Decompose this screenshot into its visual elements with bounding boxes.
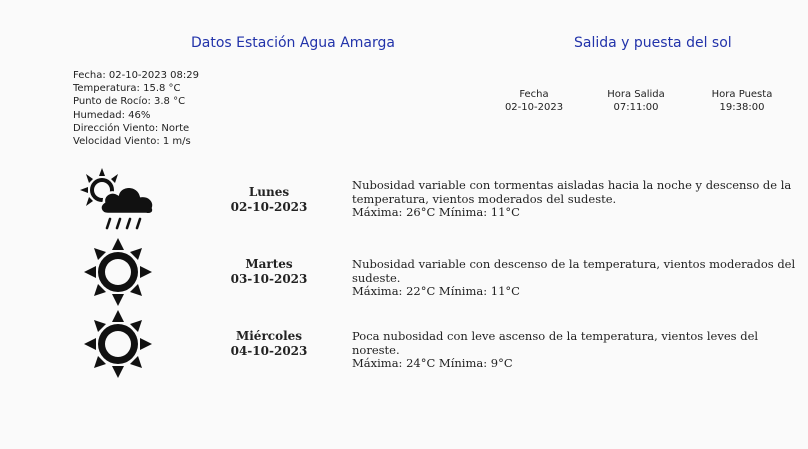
station-punto-rocio: Punto de Rocío: 3.8 °C: [73, 96, 186, 108]
forecast-day: [219, 329, 319, 359]
station-info: [73, 69, 199, 148]
station-velocidad-viento: Velocidad Viento: 1 m/s: [73, 136, 191, 148]
forecast-text: [352, 258, 804, 299]
forecast-temps: Máxima: 22°C Mínima: 11°C: [352, 284, 520, 298]
station-fecha: Fecha: 02-10-2023 08:29: [73, 70, 199, 81]
forecast-day-name: Martes: [245, 257, 293, 271]
forecast-date: 02-10-2023: [230, 200, 308, 214]
station-title: Datos Estación Agua Amarga: [191, 35, 395, 51]
forecast-day: [219, 185, 319, 215]
forecast-day-name: Miércoles: [235, 329, 303, 343]
sun-column-header: Hora Puesta: [711, 89, 773, 100]
sun-icon: [78, 238, 158, 308]
forecast-description: Poca nubosidad con leve ascenso de la temperatura, vientos leves del noreste.: [352, 329, 759, 357]
sun-column-header: Fecha: [519, 89, 549, 100]
sun-column-fecha: [489, 88, 579, 114]
sun-column-hora-salida: [591, 88, 681, 114]
station-direccion-viento: Dirección Viento: Norte: [73, 122, 190, 134]
sun-column-header: Hora Salida: [607, 89, 665, 100]
forecast-description: Nubosidad variable con descenso de la temperatura, vientos moderados del sudeste.: [352, 257, 796, 285]
forecast-temps: Máxima: 26°C Mínima: 11°C: [352, 205, 520, 219]
forecast-row: [0, 238, 808, 308]
forecast-day: [219, 257, 319, 287]
forecast-temps: Máxima: 24°C Mínima: 9°C: [352, 356, 513, 370]
sun-icon: [78, 310, 158, 380]
sun-column-hora-puesta: [697, 88, 787, 114]
station-temperatura: Temperatura: 15.8 °C: [73, 83, 181, 95]
forecast-description: Nubosidad variable con tormentas aisladas hacia la noche y descenso de la temperatura, vientos moderados del sudeste.: [352, 178, 792, 206]
forecast-date: 04-10-2023: [230, 344, 308, 358]
sun-column-value: 19:38:00: [719, 102, 765, 113]
forecast-day-name: Lunes: [248, 185, 290, 199]
station-humedad: Humedad: 46%: [73, 109, 151, 121]
sun-cloud-rain-icon: [78, 166, 158, 236]
forecast-row: [0, 310, 808, 380]
forecast-date: 03-10-2023: [230, 272, 308, 286]
forecast-text: [352, 330, 804, 371]
sun-title: Salida y puesta del sol: [574, 35, 732, 51]
forecast-row: [0, 166, 808, 236]
sun-column-value: 07:11:00: [613, 102, 659, 113]
sun-column-value: 02-10-2023: [504, 102, 564, 113]
forecast-text: [352, 179, 804, 220]
